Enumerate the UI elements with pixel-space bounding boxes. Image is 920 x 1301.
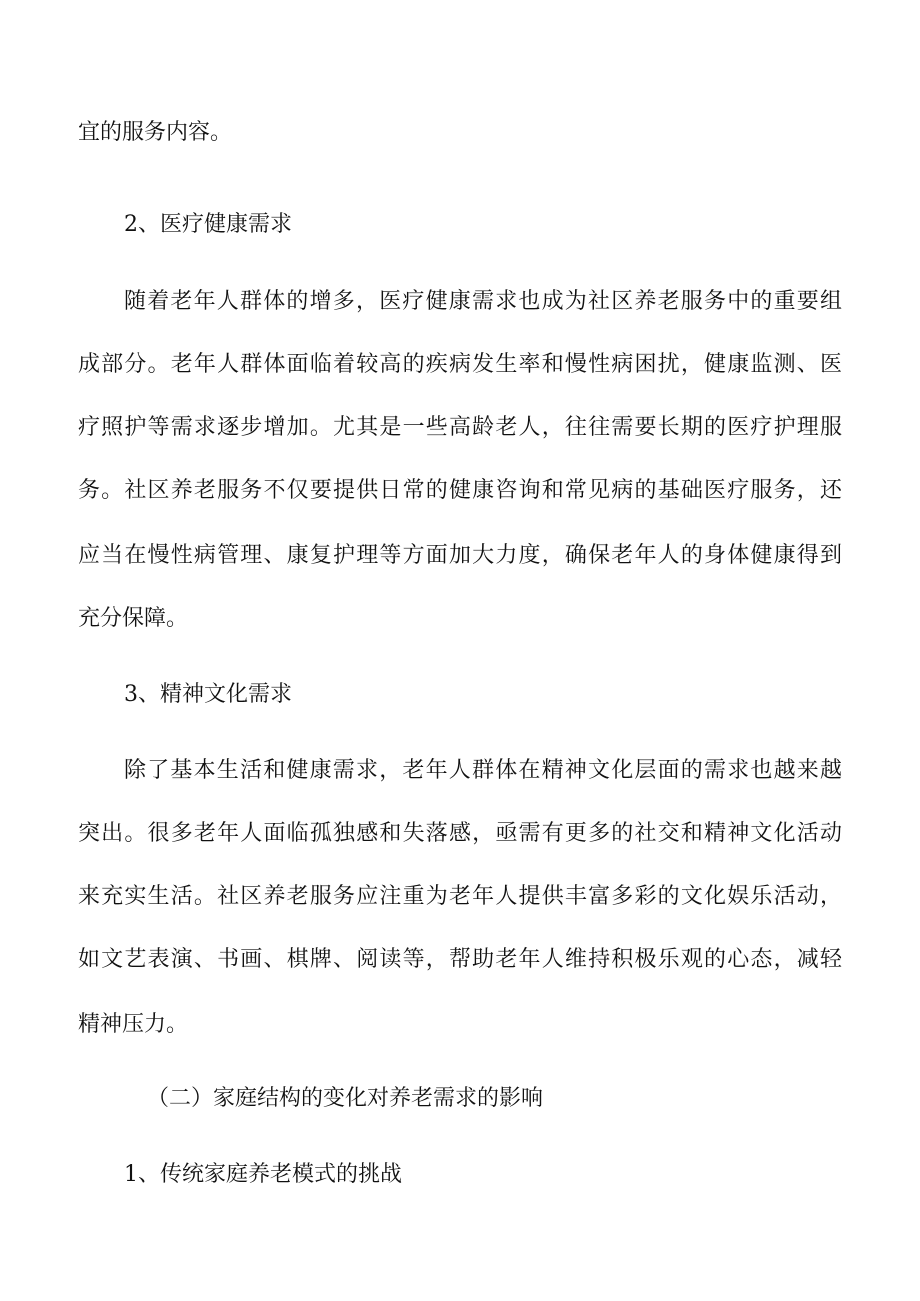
heading-spiritual-cultural-needs: 3、精神文化需求 <box>124 682 292 707</box>
section-heading-family-structure: （二）家庭结构的变化对养老需求的影响 <box>147 1086 544 1111</box>
paragraph-medical-line: 充分保障。 <box>78 606 189 631</box>
paragraph-medical-line: 应当在慢性病管理、康复护理等方面加大力度，确保老年人的身体健康得到 <box>78 543 842 568</box>
paragraph-medical-line: 疗照护等需求逐步增加。尤其是一些高龄老人，往往需要长期的医疗护理服 <box>78 415 842 440</box>
paragraph-culture-line: 精神压力。 <box>78 1012 189 1037</box>
paragraph-medical-line: 随着老年人群体的增多，医疗健康需求也成为社区养老服务中的重要组 <box>124 289 842 314</box>
paragraph-medical-line: 务。社区养老服务不仅要提供日常的健康咨询和常见病的基础医疗服务，还 <box>78 478 842 503</box>
paragraph-medical-line: 成部分。老年人群体面临着较高的疾病发生率和慢性病困扰，健康监测、医 <box>78 352 842 377</box>
paragraph-culture-line: 突出。很多老年人面临孤独感和失落感，亟需有更多的社交和精神文化活动 <box>78 821 842 846</box>
paragraph-culture-line: 如文艺表演、书画、棋牌、阅读等，帮助老年人维持积极乐观的心态，减轻 <box>78 947 842 972</box>
paragraph-culture-line: 来充实生活。社区养老服务应注重为老年人提供丰富多彩的文化娱乐活动， <box>78 884 842 909</box>
heading-traditional-family-care: 1、传统家庭养老模式的挑战 <box>124 1162 402 1187</box>
paragraph-culture-line: 除了基本生活和健康需求，老年人群体在精神文化层面的需求也越来越 <box>124 758 842 783</box>
paragraph-continuation: 宜的服务内容。 <box>78 120 233 145</box>
heading-medical-health-needs: 2、医疗健康需求 <box>124 212 292 237</box>
